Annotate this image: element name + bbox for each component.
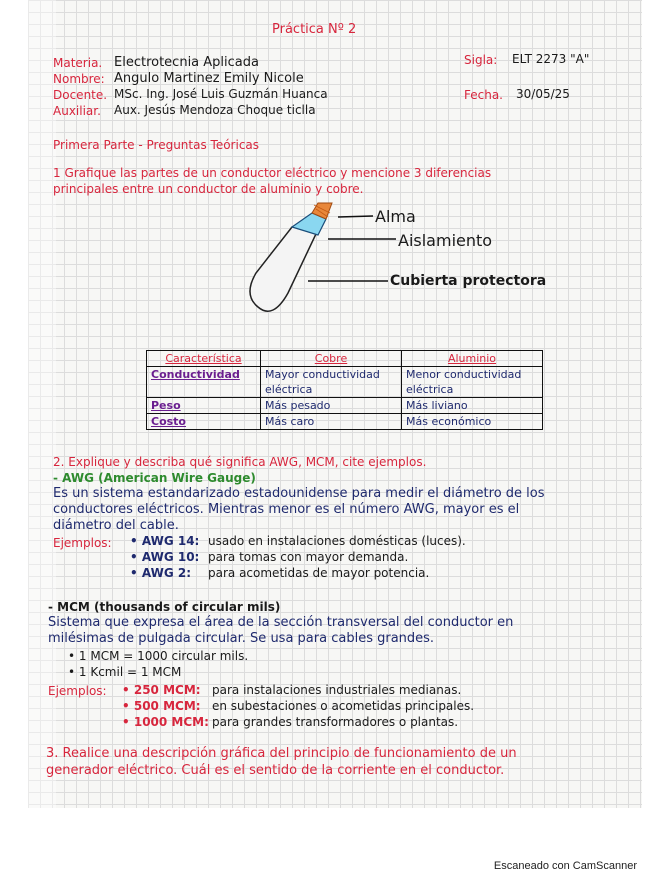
awg-text-line: Es un sistema estandarizado estadounidense para medir el diámetro de los xyxy=(53,486,545,501)
awg-example-text: usado en instalaciones domésticas (luces). xyxy=(208,534,466,548)
table-header: Característica xyxy=(147,351,261,367)
awg-example-text: para tomas con mayor demanda. xyxy=(208,550,409,564)
notebook-page xyxy=(28,0,642,808)
cell-line: eléctrica xyxy=(265,383,313,396)
page-title: Práctica Nº 2 xyxy=(272,22,357,37)
mcm-text-line: Sistema que expresa el área de la sección transversal del conductor en xyxy=(48,615,514,630)
mcm-example-text: para instalaciones industriales medianas. xyxy=(212,683,462,697)
mcm-example-code: • 1000 MCM: xyxy=(122,715,209,729)
fecha-label: Fecha. xyxy=(464,88,503,102)
auxiliar-value: Aux. Jesús Mendoza Choque ticlla xyxy=(114,103,316,117)
table-row xyxy=(147,367,543,398)
fecha-value: 30/05/25 xyxy=(516,87,570,101)
awg-example-code: • AWG 14: xyxy=(130,534,200,548)
mcm-example-text: para grandes transformadores o plantas. xyxy=(212,715,459,729)
materia-label: Materia. xyxy=(53,56,103,70)
q3-line2: generador eléctrico. Cuál es el sentido de la corriente en el conductor. xyxy=(46,763,505,778)
mcm-bullet: • 1 Kcmil = 1 MCM xyxy=(68,665,182,679)
nombre-label: Nombre: xyxy=(53,72,105,86)
awg-text-line: diámetro del cable. xyxy=(53,518,179,533)
mcm-ejemplos-label: Ejemplos: xyxy=(48,684,107,698)
auxiliar-label: Auxiliar. xyxy=(53,104,101,118)
label-aislamiento: Aislamiento xyxy=(398,231,493,250)
mcm-title: - MCM (thousands of circular mils) xyxy=(48,600,281,614)
table-cell: Más caro xyxy=(261,414,402,430)
table-cell: Más económico xyxy=(402,414,543,430)
table-cell xyxy=(261,367,402,398)
q2-prompt: 2. Explique y describa qué significa AWG, MCM, cite ejemplos. xyxy=(53,455,427,469)
awg-text-line: conductores eléctricos. Mientras menor es el número AWG, mayor es el xyxy=(53,502,520,517)
cell-line: eléctrica xyxy=(406,383,454,396)
mcm-example-code: • 250 MCM: xyxy=(122,683,201,697)
mcm-bullet: • 1 MCM = 1000 circular mils. xyxy=(68,649,249,663)
comparison-table xyxy=(146,350,543,430)
label-alma: Alma xyxy=(375,207,416,226)
awg-title: - AWG (American Wire Gauge) xyxy=(53,471,256,485)
mcm-example-code: • 500 MCM: xyxy=(122,699,201,713)
cell-line: Menor conductividad xyxy=(406,368,522,381)
label-cubierta: Cubierta protectora xyxy=(390,273,547,289)
mcm-example-text: en subestaciones o acometidas principales. xyxy=(212,699,475,713)
table-cell-label: Costo xyxy=(147,414,261,430)
nombre-value: Angulo Martinez Emily Nicole xyxy=(114,71,304,86)
table-cell-label: Peso xyxy=(147,398,261,414)
awg-example-text: para acometidas de mayor potencia. xyxy=(208,566,430,580)
table-header-row xyxy=(147,351,543,367)
table-header: Aluminio xyxy=(402,351,543,367)
section-heading: Primera Parte - Preguntas Teóricas xyxy=(53,138,260,152)
table-row xyxy=(147,414,543,430)
q1-line2: principales entre un conductor de aluminio y cobre. xyxy=(53,182,364,196)
q3-line1: 3. Realice una descripción gráfica del principio de funcionamiento de un xyxy=(46,746,517,761)
sigla-label: Sigla: xyxy=(464,53,498,67)
table-cell: Más pesado xyxy=(261,398,402,414)
pointer-line xyxy=(338,216,373,217)
awg-example-code: • AWG 2: xyxy=(130,566,192,580)
cable-drawing xyxy=(250,203,332,311)
docente-label: Docente. xyxy=(53,88,108,102)
mcm-text-line: milésimas de pulgada circular. Se usa para cables grandes. xyxy=(48,631,435,646)
table-header: Cobre xyxy=(261,351,402,367)
sigla-value: ELT 2273 "A" xyxy=(512,52,590,66)
awg-example-code: • AWG 10: xyxy=(130,550,200,564)
table-cell: Más liviano xyxy=(402,398,543,414)
docente-value: MSc. Ing. José Luis Guzmán Huanca xyxy=(114,87,328,101)
awg-ejemplos-label: Ejemplos: xyxy=(53,536,112,550)
materia-value: Electrotecnia Aplicada xyxy=(114,55,259,70)
cell-line: Mayor conductividad xyxy=(265,368,380,381)
table-cell-label: Conductividad xyxy=(147,367,261,398)
q1-line1: 1 Grafique las partes de un conductor eléctrico y mencione 3 diferencias xyxy=(53,166,492,180)
table-cell xyxy=(402,367,543,398)
scanner-watermark: Escaneado con CamScanner xyxy=(493,860,637,872)
table-row xyxy=(147,398,543,414)
